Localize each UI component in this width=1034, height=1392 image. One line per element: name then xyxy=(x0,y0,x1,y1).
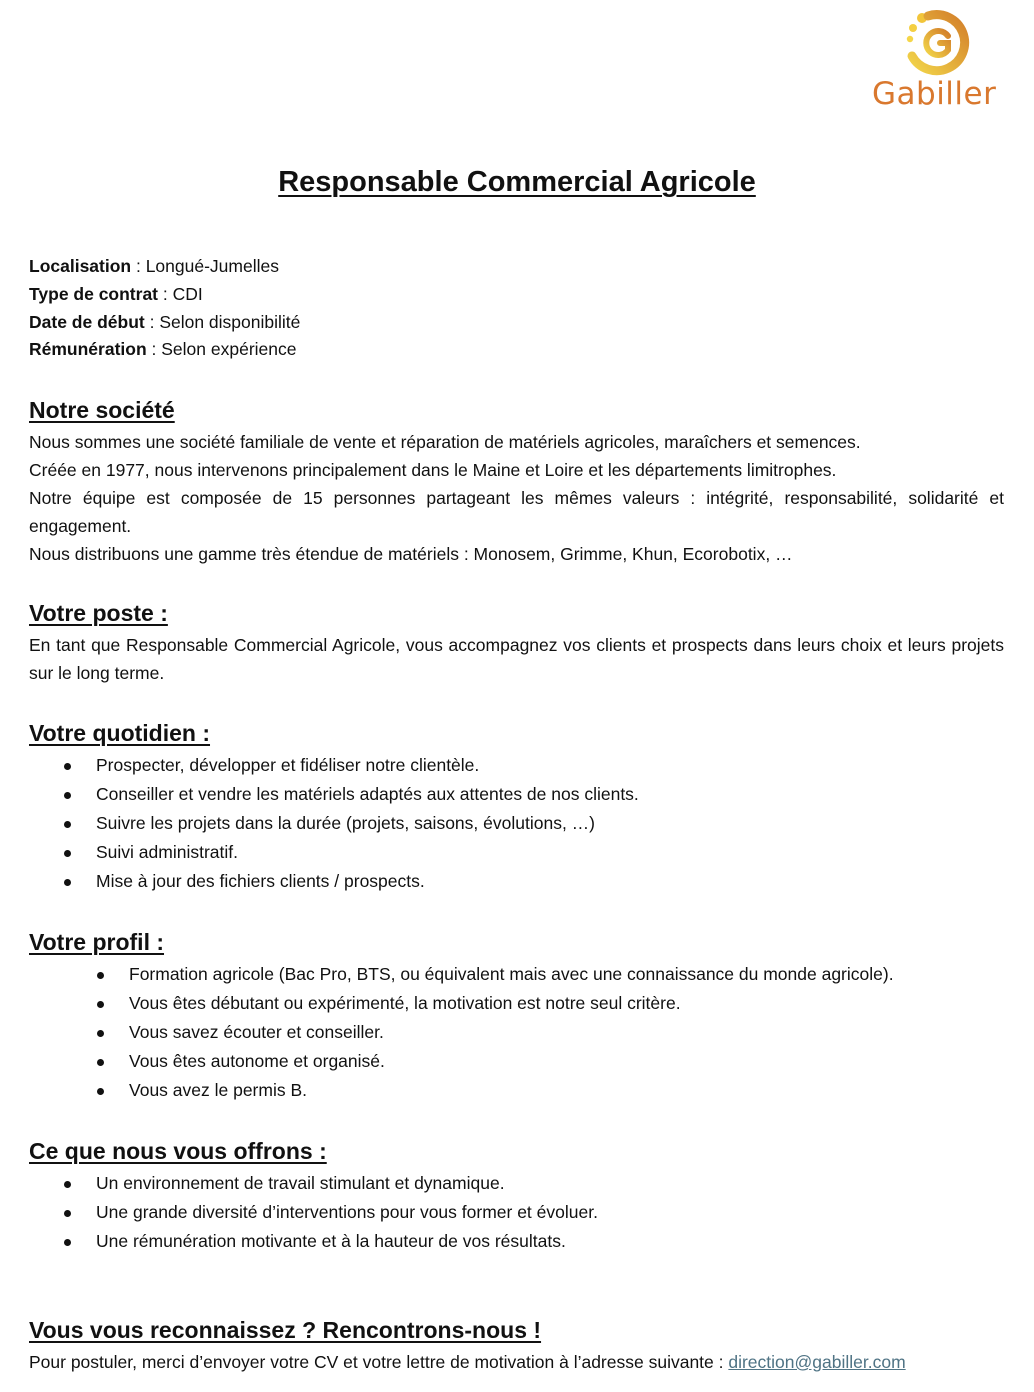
paragraph: Notre équipe est composée de 15 personnes partageant les mêmes valeurs : intégrité, responsabilité, solidarité et engagement. xyxy=(29,488,1004,536)
bullet-icon xyxy=(64,850,71,857)
meta-value: Selon disponibilité xyxy=(159,311,301,332)
list-item: Mise à jour des fichiers clients / prospects. xyxy=(29,867,1004,896)
bullet-icon xyxy=(64,763,71,770)
list-item: Une grande diversité d’interventions pour vous former et évoluer. xyxy=(29,1198,1004,1227)
section-position xyxy=(29,599,1004,687)
g-logo-icon xyxy=(866,6,1014,78)
meta-value: CDI xyxy=(172,283,203,304)
section-heading: Votre poste : xyxy=(29,600,168,626)
bullet-icon xyxy=(64,1181,71,1188)
list-item: Suivre les projets dans la durée (projets, saisons, évolutions, …) xyxy=(29,809,1004,838)
paragraph: Nous sommes une société familiale de vente et réparation de matériels agricoles, maraîchers et semences. xyxy=(29,432,861,452)
list-item: Une rémunération motivante et à la hauteur de vos résultats. xyxy=(29,1227,1004,1256)
section-heading: Votre profil : xyxy=(29,929,165,955)
job-meta xyxy=(29,253,300,364)
section-contact xyxy=(29,1316,1004,1376)
bullet-icon xyxy=(97,1030,104,1037)
meta-start-date: Date de début : Selon disponibilité xyxy=(29,311,301,332)
section-heading: Vous vous reconnaissez ? Rencontrons-nous ! xyxy=(29,1317,542,1343)
email-link[interactable]: direction@gabiller.com xyxy=(728,1352,906,1372)
bullet-icon xyxy=(64,792,71,799)
paragraph: Créée en 1977, nous intervenons principalement dans le Maine et Loire et les départements limitrophes. xyxy=(29,460,837,480)
meta-value: Selon expérience xyxy=(161,339,297,360)
bullet-icon xyxy=(64,879,71,886)
meta-value: Longué-Jumelles xyxy=(145,256,279,276)
meta-contract: Type de contrat : CDI xyxy=(29,283,203,304)
bullet-icon xyxy=(64,821,71,828)
section-heading: Ce que nous vous offrons : xyxy=(29,1138,327,1164)
bullet-list xyxy=(29,960,1004,1105)
paragraph: En tant que Responsable Commercial Agricole, vous accompagnez vos clients et prospects dans leurs choix et leurs projets sur le long terme. xyxy=(29,635,1004,683)
meta-salary: Rémunération : Selon expérience xyxy=(29,339,297,360)
section-daily-tasks xyxy=(29,719,1004,896)
bullet-list xyxy=(29,1169,1004,1256)
bullet-icon xyxy=(64,1239,71,1246)
list-item: Vous avez le permis B. xyxy=(29,1076,1004,1105)
company-logo-text: Gabiller xyxy=(872,76,997,112)
bullet-icon xyxy=(97,1059,104,1066)
list-item: Vous êtes débutant ou expérimenté, la motivation est notre seul critère. xyxy=(29,989,1004,1018)
list-item: Vous êtes autonome et organisé. xyxy=(29,1047,1004,1076)
job-title: Responsable Commercial Agricole xyxy=(278,166,756,198)
section-profile xyxy=(29,928,1004,1105)
section-company xyxy=(29,396,1004,568)
list-item: Prospecter, développer et fidéliser notre clientèle. xyxy=(29,751,1004,780)
section-heading: Votre quotidien : xyxy=(29,720,211,746)
bullet-list xyxy=(29,751,1004,896)
list-item: Vous savez écouter et conseiller. xyxy=(29,1018,1004,1047)
meta-label: Rémunération xyxy=(29,339,147,360)
section-heading: Notre société xyxy=(29,397,175,423)
list-item: Suivi administratif. xyxy=(29,838,1004,867)
meta-label: Date de début xyxy=(29,311,145,332)
bullet-icon xyxy=(97,1001,104,1008)
bullet-icon xyxy=(97,972,104,979)
list-item: Conseiller et vendre les matériels adaptés aux attentes de nos clients. xyxy=(29,780,1004,809)
bullet-icon xyxy=(97,1088,104,1095)
section-benefits xyxy=(29,1137,1004,1256)
company-logo xyxy=(866,6,1014,116)
meta-label: Localisation xyxy=(29,256,132,276)
meta-location: Localisation : Longué-Jumelles xyxy=(29,256,279,276)
apply-instructions: Pour postuler, merci d’envoyer votre CV et votre lettre de motivation à l’adresse suivante : direction@gabiller.com xyxy=(29,1352,906,1372)
meta-label: Type de contrat xyxy=(29,283,159,304)
bullet-icon xyxy=(64,1210,71,1217)
paragraph: Nous distribuons une gamme très étendue de matériels : Monosem, Grimme, Khun, Ecorobotix, … xyxy=(29,544,793,564)
list-item: Un environnement de travail stimulant et dynamique. xyxy=(29,1169,1004,1198)
list-item: Formation agricole (Bac Pro, BTS, ou équivalent mais avec une connaissance du monde agricole). xyxy=(29,960,1004,989)
